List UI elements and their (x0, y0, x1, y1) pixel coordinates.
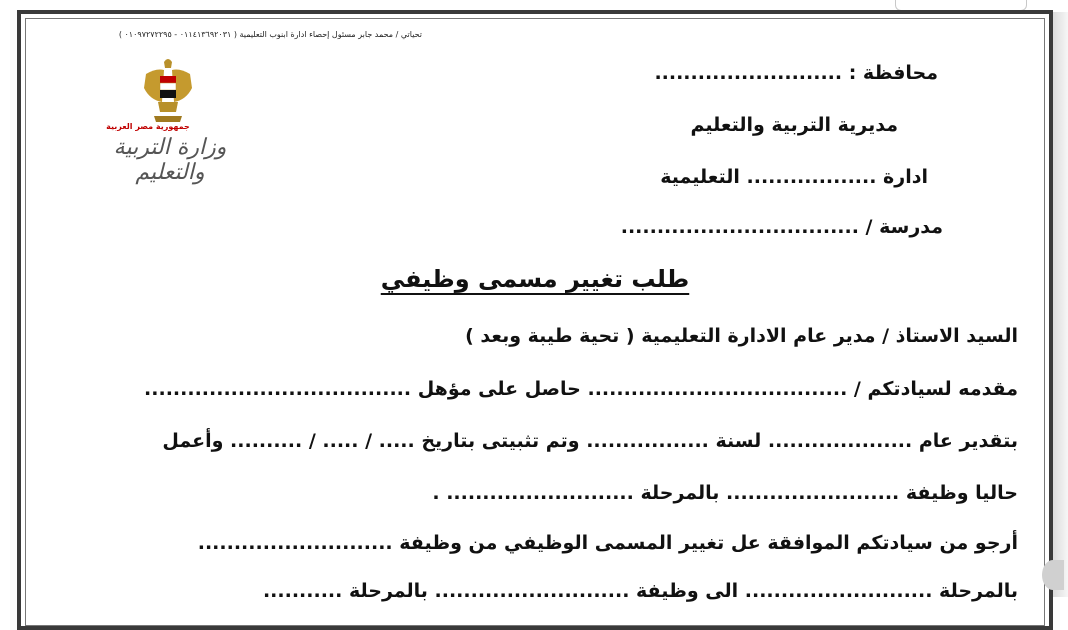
right-shadow (1053, 12, 1068, 597)
body-line-4: أرجو من سيادتكم الموافقة عل تغيير المسمى الوظيفي من وظيفة ........................... (197, 532, 1018, 554)
governorate-line: محافظة : .......................... (654, 62, 938, 84)
body-line-5: بالمرحلة .......................... الى وظيفة ........................... بالمرحلة ........... (262, 580, 1018, 602)
header-note: تحياتي / محمد جابر مسئول إحصاء ادارة ابنوب التعليمية ( ٠١١٤١٣٦٩٢٠٣١ - ٠١٠٩٧٢٧٢٢٩٥ ) (118, 30, 422, 39)
request-title: طلب تغيير مسمى وظيفي (380, 265, 690, 293)
addressee-line: السيد الاستاذ / مدير عام الادارة التعليمية ( تحية طيبة وبعد ) (465, 325, 1018, 347)
administration-line: ادارة .................. التعليمية (660, 166, 928, 188)
eagle-emblem-icon (82, 58, 254, 128)
logo-caption: جمهورية مصر العربية (106, 122, 190, 131)
directorate-line: مديرية التربية والتعليم (690, 114, 898, 136)
scroll-handle[interactable] (1042, 560, 1064, 590)
body-line-3: حاليا وظيفة ........................ بالمرحلة .......................... . (432, 482, 1018, 504)
school-line: مدرسة / ................................. (620, 216, 943, 238)
body-line-2: بتقدير عام .................... لسنة ................. وتم تثبيتى بتاريخ ..... / ..... / .......... وأعمل (162, 430, 1018, 452)
body-line-1: مقدمه لسيادتكم / .................................... حاصل على مؤهل ..................................... (144, 378, 1018, 400)
ministry-logo-text: وزارة التربية والتعليم (113, 135, 227, 185)
